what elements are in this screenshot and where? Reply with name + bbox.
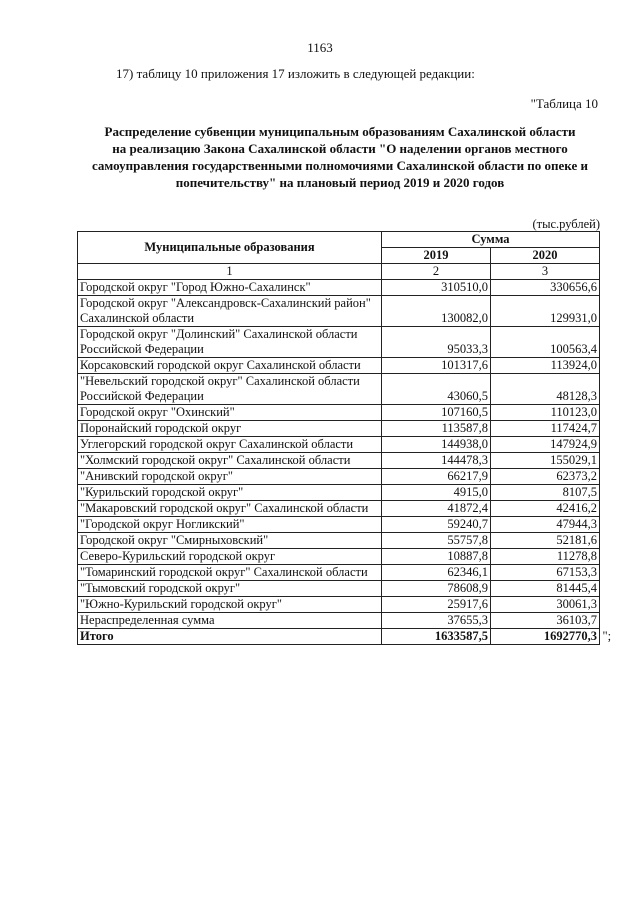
table-label: "Таблица 10 [530,96,598,111]
municipality-name: "Томаринский городской округ" Сахалинской области [78,565,382,581]
municipality-name: Городской округ "Город Южно-Сахалинск" [78,280,382,296]
title-line: попечительству" на плановый период 2019 и 2020 годов [175,175,505,190]
value-2019: 43060,5 [382,374,491,405]
municipality-name: Углегорский городской округ Сахалинской области [78,437,382,453]
table-row [78,469,600,485]
table-row [78,549,600,565]
municipality-name: Корсаковский городской округ Сахалинской области [78,358,382,374]
value-2019: 107160,5 [382,405,491,421]
table-row [78,374,600,405]
table-row [78,437,600,453]
table-row [78,581,600,597]
closing-mark: "; [602,628,612,643]
value-2019: 113587,8 [382,421,491,437]
document-title [80,123,600,191]
municipality-name: "Тымовский городской округ" [78,581,382,597]
value-2019: 95033,3 [382,327,491,358]
header-year-2020: 2020 [491,248,600,264]
value-2019: 62346,1 [382,565,491,581]
value-2020: 42416,2 [491,501,600,517]
value-2020: 117424,7 [491,421,600,437]
municipality-name: "Холмский городской округ" Сахалинской области [78,453,382,469]
value-2019: 144478,3 [382,453,491,469]
table-row [78,421,600,437]
value-2019: 78608,9 [382,581,491,597]
municipality-name: "Городской округ Ногликский" [78,517,382,533]
municipality-name: Нераспределенная сумма [78,613,382,629]
value-2019: 59240,7 [382,517,491,533]
value-2020: 62373,2 [491,469,600,485]
municipality-name: "Курильский городской округ" [78,485,382,501]
value-2020: 8107,5 [491,485,600,501]
total-2019: 1633587,5 [382,629,491,645]
total-label: Итого [78,629,382,645]
municipality-name: "Макаровский городской округ" Сахалинской области [78,501,382,517]
municipality-name: Городской округ "Смирныховский" [78,533,382,549]
value-2020: 52181,6 [491,533,600,549]
municipality-name: Городской округ "Охинский" [78,405,382,421]
value-2019: 4915,0 [382,485,491,501]
table-row [78,613,600,629]
municipality-name: Поронайский городской округ [78,421,382,437]
value-2020: 147924,9 [491,437,600,453]
column-number-2: 2 [382,264,491,280]
municipality-name: "Анивский городской округ" [78,469,382,485]
municipality-name: Северо-Курильский городской округ [78,549,382,565]
column-number-1: 1 [78,264,382,280]
table-row [78,565,600,581]
table-row [78,517,600,533]
value-2020: 36103,7 [491,613,600,629]
table-row [78,280,600,296]
value-2020: 81445,4 [491,581,600,597]
title-line: Распределение субвенции муниципальным образованиям Сахалинской области [104,124,576,139]
value-2020: 11278,8 [491,549,600,565]
title-line: на реализацию Закона Сахалинской области "О наделении органов местного [112,141,568,156]
table-row [78,405,600,421]
value-2020: 100563,4 [491,327,600,358]
table-row [78,485,600,501]
value-2019: 310510,0 [382,280,491,296]
value-2020: 47944,3 [491,517,600,533]
municipality-name: "Южно-Курильский городской округ" [78,597,382,613]
total-2020: 1692770,3 [491,629,600,645]
value-2019: 66217,9 [382,469,491,485]
value-2019: 101317,6 [382,358,491,374]
value-2019: 41872,4 [382,501,491,517]
table-row [78,296,600,327]
value-2019: 25917,6 [382,597,491,613]
header-sum: Сумма [382,232,600,248]
instruction-text: 17) таблицу 10 приложения 17 изложить в следующей редакции: [116,66,475,81]
subsidy-table [77,231,600,645]
value-2020: 129931,0 [491,296,600,327]
table-row [78,597,600,613]
value-2019: 144938,0 [382,437,491,453]
value-2020: 30061,3 [491,597,600,613]
header-municipalities: Муниципальные образования [78,232,382,264]
value-2020: 67153,3 [491,565,600,581]
table-row [78,533,600,549]
column-number-3: 3 [491,264,600,280]
municipality-name: Городской округ "Долинский" Сахалинской области Российской Федерации [78,327,382,358]
total-row [78,629,600,645]
title-line: самоуправления государственными полномочиями Сахалинской области по опеке и [92,158,588,173]
page-number: 1163 [307,40,333,55]
value-2020: 155029,1 [491,453,600,469]
value-2019: 10887,8 [382,549,491,565]
table-body [78,280,600,629]
value-2020: 330656,6 [491,280,600,296]
value-2019: 37655,3 [382,613,491,629]
table-row [78,453,600,469]
table-row [78,501,600,517]
value-2019: 130082,0 [382,296,491,327]
table-row [78,327,600,358]
municipality-name: "Невельский городской округ" Сахалинской области Российской Федерации [78,374,382,405]
municipality-name: Городской округ "Александровск-Сахалинский район" Сахалинской области [78,296,382,327]
value-2019: 55757,8 [382,533,491,549]
value-2020: 110123,0 [491,405,600,421]
table-row [78,358,600,374]
header-year-2019: 2019 [382,248,491,264]
unit-note: (тыс.рублей) [532,217,600,231]
value-2020: 113924,0 [491,358,600,374]
value-2020: 48128,3 [491,374,600,405]
